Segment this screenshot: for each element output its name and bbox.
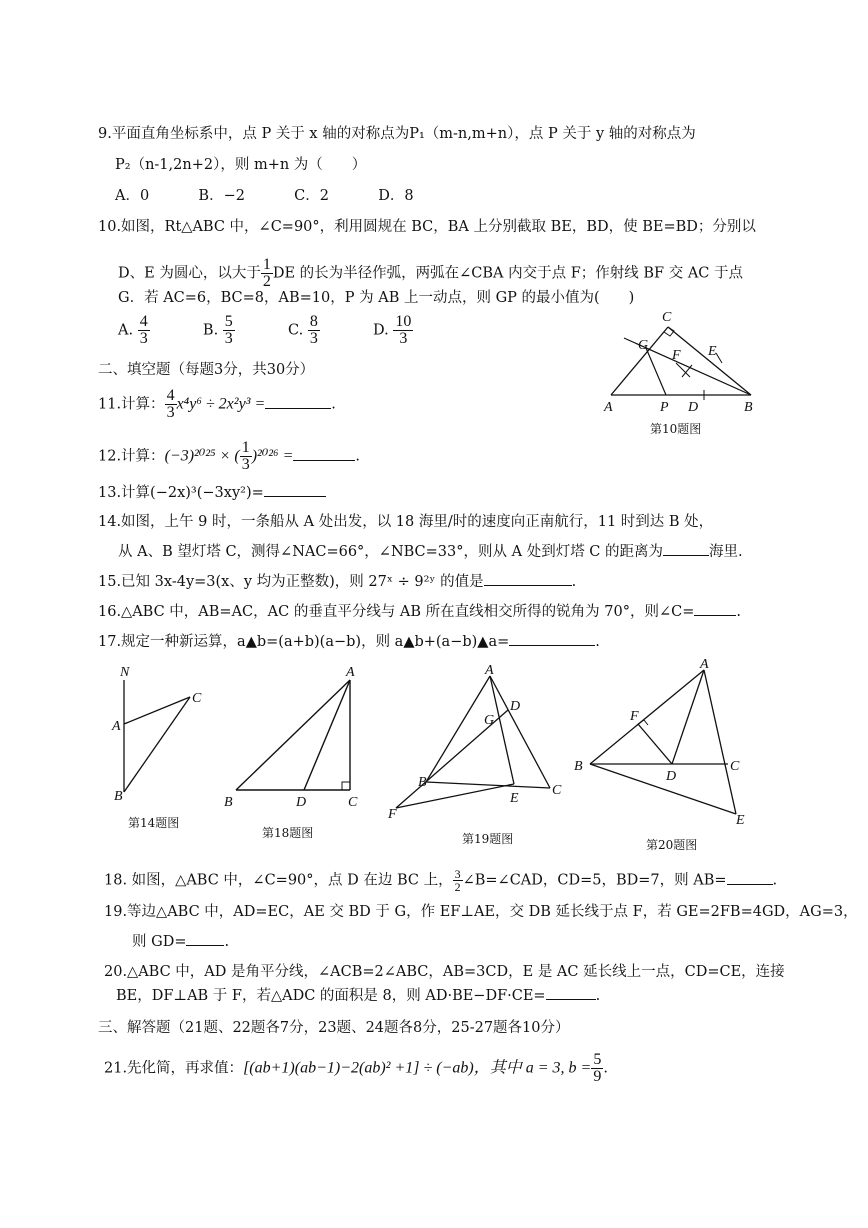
q14-answer-blank	[663, 555, 709, 556]
q20-line1: 20.△ABC 中，AD 是角平分线，∠ACB=2∠ABC，AB=3CD，E 是 AC 延长线上一点，CD=CE，连接	[104, 964, 785, 980]
q12-expression-a: (−3)²⁰²⁵ × (	[164, 447, 240, 465]
q21	[104, 1052, 608, 1085]
frac-num: 10	[395, 313, 412, 330]
fig20-caption: 第20题图	[646, 838, 698, 852]
q16-text: 16.△ABC 中，AB=AC，AC 的垂直平分线与 AB 所在直线相交所得的锐角为 70°，则∠C=	[98, 604, 695, 620]
frac-num: 3	[454, 867, 461, 881]
q19-line1: 19.等边△ABC 中，AD=EC，AE 交 BD 于 G，作 EF⊥AE，交 DB 延长线于点 F，若 GE=2FB=4GD，AG=3，	[104, 904, 858, 920]
fig20-segment-ae	[704, 670, 736, 814]
q13-text: 13.计算(−2x)³(−3xy²)=	[98, 485, 264, 501]
q10-line2	[118, 257, 743, 290]
q20-line2	[116, 986, 600, 1006]
q10-line2b: DE 的长为半径作弧，两弧在∠CBA 内交于点 F；作射线 BF 交 AC 于点	[272, 265, 744, 282]
q14-line1: 14.如图，上午 9 时，一条船从 A 处出发，以 18 海里/时的速度向正南航行，11 时到达 B 处，	[98, 514, 714, 530]
q20-answer-blank	[546, 999, 596, 1000]
fig20-label-a: A	[700, 658, 709, 672]
q10-line1: 10.如图，Rt△ABC 中，∠C=90°，利用圆规在 BC，BA 上分别截取 BE，BD，使 BE=BD；分别以	[98, 219, 756, 235]
fig19-side-ab	[426, 676, 490, 782]
fig14-label-a: A	[112, 719, 121, 734]
q19-line2-text: 则 GD=	[132, 934, 187, 950]
q10-half-fraction	[261, 257, 273, 290]
q11: 11.计算： $\frac{4}{3}$ x⁴y⁶ ÷ 2x²y³ = .	[98, 387, 336, 421]
q14-unit: 海里.	[709, 544, 743, 560]
q14-line2	[118, 542, 743, 562]
q19-end: .	[224, 934, 230, 950]
q10-option-c-label: C.	[288, 322, 304, 339]
q21-end: .	[603, 1060, 608, 1077]
fig10-label-b: B	[744, 400, 753, 415]
fig19-label-c: C	[552, 783, 562, 798]
q18-text-a: 18. 如图，△ABC 中，∠C=90°，点 D 在边 BC 上，	[104, 872, 453, 889]
section2-heading: 二、填空题（每题3分，共30分）	[98, 362, 315, 378]
q17-answer-blank	[509, 645, 595, 646]
q10-line3: G．若 AC=6，BC=8，AB=10，P 为 AB 上一动点，则 GP 的最小值为( )	[118, 290, 635, 306]
fig20-segment-df	[638, 724, 672, 764]
frac-num: 1	[262, 256, 271, 273]
frac-den: 3	[399, 330, 408, 347]
fig18-caption: 第18题图	[262, 826, 314, 840]
fig10-caption: 第10题图	[650, 422, 702, 436]
fig19-label-f: F	[388, 807, 397, 822]
fig10-label-a: A	[604, 400, 613, 415]
fig14-caption: 第14题图	[128, 816, 180, 830]
fig10-label-d: D	[688, 400, 699, 415]
fig19-side-ac	[490, 676, 550, 788]
fig19-segment-ae	[490, 676, 514, 784]
q15	[98, 572, 576, 592]
q10-option-a-label: A.	[118, 322, 134, 339]
fig19-label-a: A	[485, 663, 494, 678]
fig18-side-ab	[236, 680, 350, 790]
q18-text-b: ∠B=∠CAD，CD=5，BD=7，则 AB=	[462, 872, 727, 889]
frac-den: 3	[139, 330, 148, 347]
q20-end: .	[595, 988, 601, 1004]
fig19-label-e: E	[510, 791, 519, 806]
fig18-label-b: B	[224, 795, 233, 810]
q9-option-c: C．2	[294, 188, 329, 204]
frac-num: 1	[241, 439, 250, 456]
fig20-label-e: E	[736, 813, 745, 826]
fig10-label-p: P	[660, 400, 669, 415]
frac-num: 5	[224, 313, 233, 330]
fig10-label-e: E	[708, 344, 717, 359]
figure-20	[572, 658, 772, 826]
q16-end: .	[736, 604, 741, 620]
q13-answer-blank	[264, 496, 326, 497]
section3-heading: 三、解答题（21题、22题各7分，23题、24题各8分，25-27题各10分）	[98, 1020, 570, 1036]
figure-14	[108, 662, 208, 812]
figure-18	[222, 664, 372, 814]
q10-option-b-label: B.	[202, 322, 219, 339]
fig18-segment-ad	[304, 680, 350, 790]
fig18-right-angle	[342, 782, 350, 790]
fig19-label-d: D	[510, 699, 521, 714]
fig10-tick-e	[716, 353, 722, 363]
frac-den: 2	[262, 273, 271, 290]
frac-den: 3	[309, 330, 318, 347]
q15-text: 15.已知 3x-4y=3(x、y 均为正整数)，则 27ˣ ÷ 9²ʸ 的值是	[98, 574, 484, 590]
q9-option-a: A．0	[115, 188, 150, 204]
q12-expression-b: )²⁰²⁶ =	[251, 447, 294, 465]
q15-end: .	[571, 574, 577, 590]
q16-answer-blank	[694, 615, 736, 616]
q10-line2a: D、E 为圆心，以大于	[118, 265, 261, 282]
fig19-label-b: B	[418, 775, 427, 790]
frac-num: 4	[139, 313, 148, 330]
q11-prefix: 11.计算：	[98, 396, 165, 413]
fig20-label-d: D	[666, 769, 677, 784]
fig14-label-c: C	[192, 691, 202, 706]
q9-option-d: D．8	[378, 188, 414, 204]
q10-option-d-label: D.	[373, 322, 389, 339]
fig18-label-a: A	[346, 665, 355, 680]
q18	[104, 868, 777, 893]
fig20-label-f: F	[630, 709, 639, 724]
q13	[98, 483, 326, 503]
figure-10	[596, 305, 766, 415]
fig20-segment-ad	[672, 670, 704, 764]
fig20-segment-be	[590, 764, 736, 814]
fig19-caption: 第19题图	[462, 832, 514, 846]
fig20-label-c: C	[730, 759, 740, 774]
frac-den: 9	[593, 1068, 602, 1085]
q14-line2-text: 从 A、B 望灯塔 C，测得∠NAC=66°，∠NBC=33°，则从 A 处到灯塔 C 的距离为	[118, 544, 664, 560]
q15-answer-blank	[484, 585, 572, 586]
frac-den: 2	[454, 880, 461, 894]
q10-options	[118, 314, 413, 347]
figure-19	[386, 662, 574, 822]
fig20-right-angle	[638, 720, 648, 725]
fig10-label-c: C	[662, 310, 672, 325]
q9-line2: P₂（n-1,2n+2），则 m+n 为（ ）	[115, 157, 367, 173]
q17	[98, 632, 600, 652]
q21-prefix: 21.先化简，再求值：	[104, 1060, 244, 1077]
q19-line2	[132, 932, 229, 952]
frac-num: 8	[309, 313, 318, 330]
q11-expression: x⁴y⁶ ÷ 2x²y³ =	[176, 395, 266, 413]
q17-text: 17.规定一种新运算，a▲b=(a+b)(a−b)，则 a▲b+(a−b)▲a=	[98, 634, 510, 650]
frac-den: 3	[224, 330, 233, 347]
frac-den: 3	[241, 456, 250, 473]
q12: 12.计算：(−3)²⁰²⁵ × ( $\frac{1}{3}$ )²⁰²⁶ = .	[98, 439, 361, 473]
fig18-label-d: D	[296, 795, 307, 810]
q17-end: .	[595, 634, 600, 650]
frac-num: 5	[593, 1051, 602, 1068]
q18-end: .	[772, 872, 778, 889]
fig19-label-g: G	[484, 713, 495, 728]
fig10-label-f: F	[672, 348, 681, 363]
q12-prefix: 12.计算：	[98, 448, 165, 465]
q18-answer-blank	[727, 884, 773, 885]
q9-option-b: B．−2	[198, 188, 245, 204]
q16	[98, 602, 741, 622]
fig20-side-ab	[590, 670, 704, 764]
q9-line1: 9.平面直角坐标系中，点 P 关于 x 轴的对称点为P₁（m-n,m+n），点 P 关于 y 轴的对称点为	[98, 126, 696, 142]
q19-answer-blank	[186, 945, 224, 946]
fig14-label-b: B	[114, 789, 123, 804]
q20-line2-text: BE，DF⊥AB 于 F，若△ADC 的面积是 8，则 AD·BE−DF·CE=	[116, 988, 546, 1004]
fig18-label-c: C	[348, 795, 358, 810]
q9-options	[115, 186, 414, 206]
fig10-label-g: G	[638, 338, 649, 353]
fig14-segment-bc	[124, 697, 190, 792]
frac-num: 4	[166, 387, 175, 404]
q11-answer-blank	[265, 408, 331, 409]
fig14-label-n: N	[120, 665, 130, 680]
q12-answer-blank	[293, 460, 355, 461]
fig19-segment-fe	[396, 784, 514, 808]
frac-den: 3	[166, 404, 175, 421]
fig20-label-b: B	[574, 759, 583, 774]
q21-expression: [(ab+1)(ab−1)−2(ab)² +1] ÷ (−ab)，其中 a = 3, b =	[243, 1059, 592, 1077]
fig19-side-bc	[426, 782, 550, 788]
